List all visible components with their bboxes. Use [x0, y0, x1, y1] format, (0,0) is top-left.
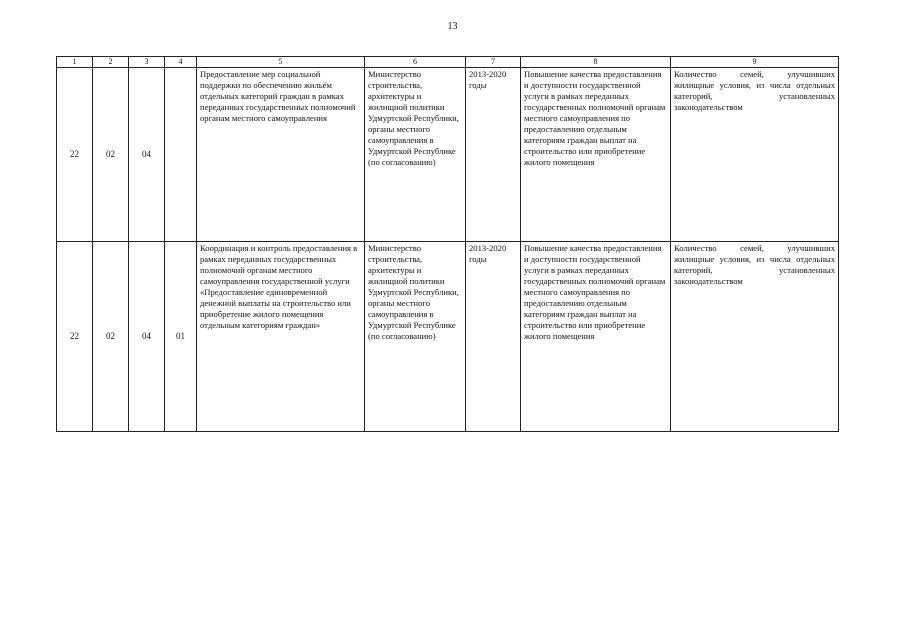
- expected-result-cell: Повышение качества предоставления и доступности государственной услуги в рамках переданных государственных полномочий органам местного самоуправления по предоставлению отдельным категориям граждан выплат на строительство или приобретение жилого помещения: [521, 68, 671, 242]
- executor-cell: Министерство строительства, архитектуры и жилищной политики Удмуртской Республики, органы местного самоуправления в Удмуртской Республике (по согласованию): [365, 242, 466, 432]
- period-cell: 2013-2020 годы: [466, 242, 521, 432]
- code-cell: 02: [93, 242, 129, 432]
- code-cell: 22: [57, 242, 93, 432]
- table-row: [57, 68, 839, 242]
- indicator-cell: Количество семей, улучшивших жилищные условия, из числа отдельных категорий, установленных законодательством: [671, 68, 839, 242]
- header-cell: 6: [365, 57, 466, 68]
- header-cell: 5: [197, 57, 365, 68]
- code-cell: 04: [129, 242, 165, 432]
- code-cell: 02: [93, 68, 129, 242]
- header-cell: 7: [466, 57, 521, 68]
- header-cell: 2: [93, 57, 129, 68]
- page-number: 13: [447, 21, 458, 32]
- header-cell: 8: [521, 57, 671, 68]
- program-table: [56, 56, 839, 432]
- executor-cell: Министерство строительства, архитектуры и жилищной политики Удмуртской Республики, органы местного самоуправления в Удмуртской Республике (по согласованию): [365, 68, 466, 242]
- code-cell: 04: [129, 68, 165, 242]
- header-cell: 1: [57, 57, 93, 68]
- measure-name-cell: Предоставление мер социальной поддержки по обеспечению жильём отдельных категорий граждан в рамках переданных государственных полномочий органам местного самоуправления: [197, 68, 365, 242]
- header-cell: 3: [129, 57, 165, 68]
- code-cell: 22: [57, 68, 93, 242]
- indicator-cell: Количество семей, улучшивших жилищные условия, из числа отдельных категорий, установленных законодательством: [671, 242, 839, 432]
- header-cell: 4: [165, 57, 197, 68]
- header-cell: 9: [671, 57, 839, 68]
- expected-result-cell: Повышение качества предоставления и доступности государственной услуги в рамках переданных государственных полномочий органам местного самоуправления по предоставлению отдельным категориям граждан выплат на строительство или приобретение жилого помещения: [521, 242, 671, 432]
- code-cell: 01: [165, 242, 197, 432]
- header-row: [57, 57, 839, 68]
- measure-name-cell: Координация и контроль предоставления в рамках переданных государственных полномочий органам местного самоуправления государственной услуги «Предоставление единовременной денежной выплаты на строительство или приобретение жилого помещения отдельным категориям граждан»: [197, 242, 365, 432]
- period-cell: 2013-2020 годы: [466, 68, 521, 242]
- table-row: [57, 242, 839, 432]
- code-cell: [165, 68, 197, 242]
